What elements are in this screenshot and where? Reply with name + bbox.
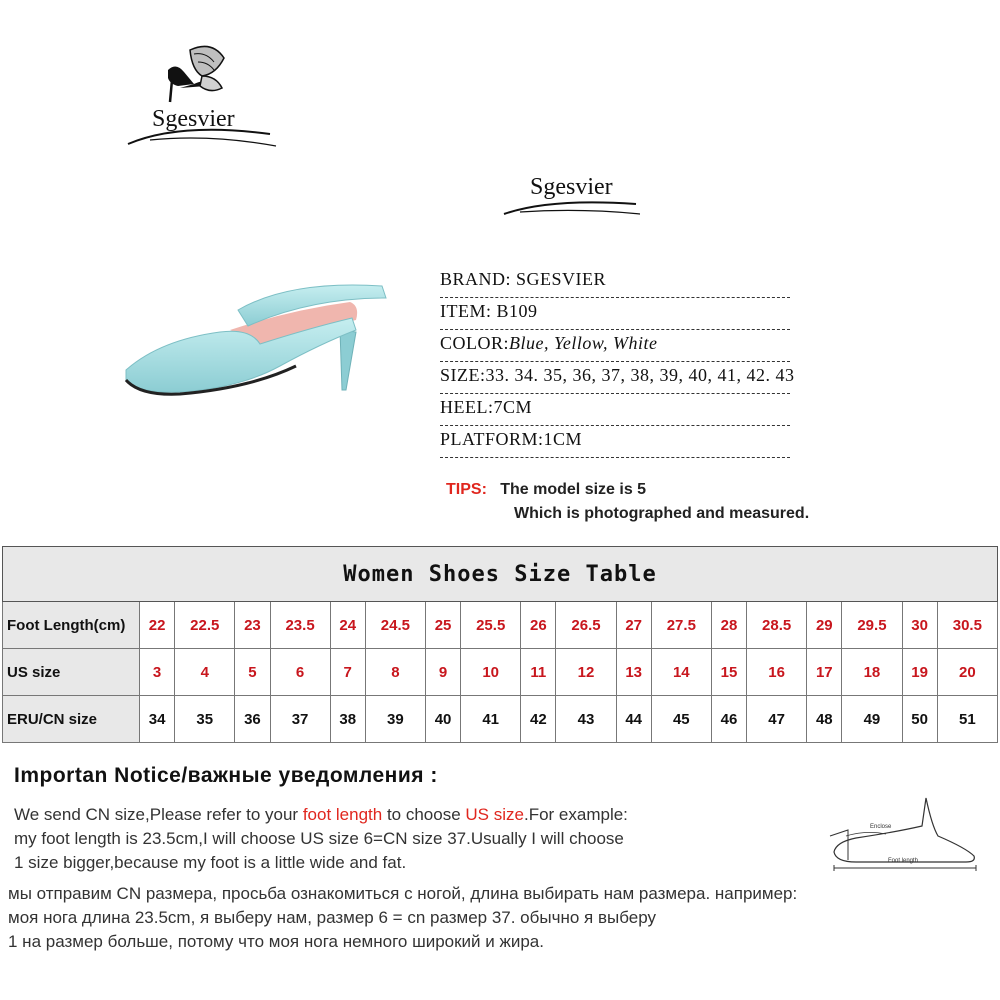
table-cell: 26.5 [556, 602, 616, 649]
spec-color [440, 330, 790, 362]
tips-text: The model size is 5 [500, 481, 647, 498]
brand-wordmark-small: Sgesvier [530, 174, 613, 200]
table-cell: 19 [902, 649, 937, 696]
table-cell: 3 [140, 649, 175, 696]
notice-text: We send CN size,Please refer to your [14, 805, 303, 824]
table-cell: 29 [807, 602, 842, 649]
table-cell: 22 [140, 602, 175, 649]
table-cell: 50 [902, 696, 937, 743]
table-cell: 23 [235, 602, 270, 649]
spec-label: BRAND: [440, 269, 517, 289]
spec-platform [440, 426, 790, 458]
table-cell: 43 [556, 696, 616, 743]
table-cell: 30.5 [937, 602, 997, 649]
table-cell: 42 [521, 696, 556, 743]
spec-label: PLATFORM: [440, 429, 544, 449]
table-cell: 12 [556, 649, 616, 696]
table-cell: 30 [902, 602, 937, 649]
product-image [120, 270, 410, 420]
pointed-mule-shoe-icon [120, 270, 410, 420]
table-cell: 46 [711, 696, 746, 743]
notice-text: to choose [382, 805, 466, 824]
table-cell: 23.5 [270, 602, 330, 649]
brand-logo [120, 40, 290, 160]
table-row-header: ERU/CN size [3, 696, 140, 743]
table-cell: 9 [425, 649, 460, 696]
table-cell: 8 [365, 649, 425, 696]
notice-en-line-1 [14, 803, 814, 827]
table-cell: 25.5 [461, 602, 521, 649]
table-row [3, 696, 998, 743]
table-cell: 10 [461, 649, 521, 696]
table-cell: 24.5 [365, 602, 425, 649]
notice-en-line-2: my foot length is 23.5cm,I will choose US size 6=CN size 37.Usually I will choose [14, 829, 624, 848]
table-cell: 25 [425, 602, 460, 649]
notice-ru-line-2: моя нога длина 23.5cm, я выберу нам, размер 6 = cn размер 37. обычно я выберу [8, 908, 656, 927]
table-cell: 40 [425, 696, 460, 743]
table-cell: 27 [616, 602, 651, 649]
spec-label: ITEM: [440, 301, 497, 321]
table-row [3, 602, 998, 649]
notice-russian [8, 882, 968, 954]
spec-value: Blue, Yellow, White [509, 333, 658, 353]
brand-wordmark: Sgesvier [152, 106, 235, 132]
notice-highlight-us-size: US size [465, 805, 524, 824]
table-cell: 13 [616, 649, 651, 696]
tips-label: TIPS: [446, 481, 487, 498]
table-cell: 35 [175, 696, 235, 743]
table-cell: 26 [521, 602, 556, 649]
spec-brand [440, 266, 790, 298]
table-cell: 48 [807, 696, 842, 743]
size-table-title: Women Shoes Size Table [3, 547, 998, 602]
tips-line-2: Which is photographed and measured. [514, 505, 810, 522]
table-cell: 17 [807, 649, 842, 696]
spec-item [440, 298, 790, 330]
enclose-label: Enclose [870, 824, 892, 830]
table-cell: 4 [175, 649, 235, 696]
spec-value: SGESVIER [516, 269, 607, 289]
table-row-header: US size [3, 649, 140, 696]
table-cell: 22.5 [175, 602, 235, 649]
table-row-header: Foot Length(cm) [3, 602, 140, 649]
table-cell: 49 [842, 696, 902, 743]
table-cell: 28 [711, 602, 746, 649]
table-cell: 29.5 [842, 602, 902, 649]
notice-en-line-3: 1 size bigger,because my foot is a little wide and fat. [14, 853, 407, 872]
notice-text: .For example: [523, 805, 628, 824]
notice-highlight-foot-length: foot length [302, 805, 383, 824]
table-cell: 11 [521, 649, 556, 696]
foot-length-label: Foot length [888, 858, 919, 864]
table-cell: 24 [330, 602, 365, 649]
table-cell: 14 [651, 649, 711, 696]
table-cell: 39 [365, 696, 425, 743]
spec-label: SIZE: [440, 365, 486, 385]
spec-list [440, 266, 840, 458]
table-cell: 38 [330, 696, 365, 743]
size-table [2, 546, 998, 743]
tips-block [446, 478, 809, 526]
spec-value: B109 [496, 301, 538, 321]
table-cell: 20 [937, 649, 997, 696]
table-cell: 6 [270, 649, 330, 696]
spec-value: 1CM [543, 429, 583, 449]
table-cell: 15 [711, 649, 746, 696]
spec-label: COLOR: [440, 333, 510, 353]
notice-ru-line-1: мы отправим CN размера, просьба ознакомиться с ногой, длина выбирать нам размера. например: [8, 884, 798, 903]
notice-title: Importan Notice/важные уведомления : [14, 764, 438, 787]
spec-value: 7CM [493, 397, 533, 417]
brand-sub-logo [500, 168, 650, 228]
spec-size [440, 362, 795, 394]
table-cell: 7 [330, 649, 365, 696]
table-cell: 37 [270, 696, 330, 743]
table-cell: 44 [616, 696, 651, 743]
table-cell: 36 [235, 696, 270, 743]
spec-value: 33. 34. 35, 36, 37, 38, 39, 40, 41, 42. 43 [485, 365, 795, 385]
table-cell: 34 [140, 696, 175, 743]
table-cell: 51 [937, 696, 997, 743]
table-cell: 18 [842, 649, 902, 696]
table-cell: 47 [747, 696, 807, 743]
notice-ru-line-3: 1 на размер больше, потому что моя нога немного широкий и жира. [8, 932, 544, 951]
table-cell: 16 [747, 649, 807, 696]
spec-label: HEEL: [440, 397, 494, 417]
notice-english [14, 803, 814, 875]
table-cell: 41 [461, 696, 521, 743]
spec-heel [440, 394, 790, 426]
table-cell: 27.5 [651, 602, 711, 649]
table-cell: 28.5 [747, 602, 807, 649]
tips-line-1 [446, 478, 809, 502]
table-cell: 45 [651, 696, 711, 743]
foot-measure-diagram [826, 796, 986, 874]
table-row [3, 649, 998, 696]
table-cell: 5 [235, 649, 270, 696]
high-heel-butterfly-icon [120, 40, 290, 160]
